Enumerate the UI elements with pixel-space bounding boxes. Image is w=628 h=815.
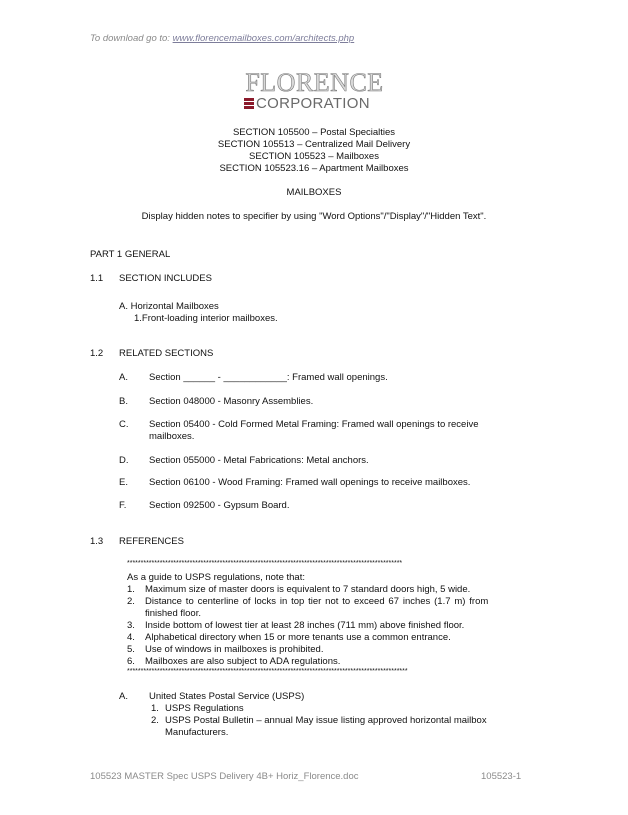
note-text: Inside bottom of lowest tier at least 28 inches (711 mm) above finished floor. [145,620,465,631]
hidden-text-note: Display hidden notes to specifier by using "Word Options"/"Display"/"Hidden Text". [141,211,487,222]
list-letter: C. [119,419,129,430]
section-line-4: SECTION 105523.16 – Apartment Mailboxes [219,163,409,174]
stars-divider: ***************************************************************************************************** [127,560,403,567]
list-item: Section 05400 - Cold Formed Metal Framing: Framed wall openings to receive [149,419,479,430]
list-letter: E. [119,477,128,488]
list-item: Section 048000 - Masonry Assemblies. [149,396,314,407]
section-title: RELATED SECTIONS [119,348,214,359]
florence-logo [242,70,387,112]
list-letter: D. [119,455,129,466]
footer-filename: 105523 MASTER Spec USPS Delivery 4B+ Horiz_Florence.doc [90,771,359,782]
list-item: Section 055000 - Metal Fabrications: Metal anchors. [149,455,369,466]
list-item-continued: mailboxes. [149,431,195,442]
note-text: Distance to centerline of locks in top tier not to exceed 67 inches (1.7 m) from [145,596,489,607]
note-text-continued: finished floor. [145,608,201,619]
list-item: United States Postal Service (USPS) [149,691,305,702]
ref-text: USPS Regulations [165,703,244,714]
section-line-3: SECTION 105523 – Mailboxes [249,151,379,162]
part-heading: PART 1 GENERAL [90,249,171,260]
list-item: Section 06100 - Wood Framing: Framed wall openings to receive mailboxes. [149,477,471,488]
list-item: 1.Front-loading interior mailboxes. [134,313,278,324]
download-link[interactable]: www.florencemailboxes.com/architects.php [172,33,355,44]
note-number: 2. [127,596,135,607]
note-text: Use of windows in mailboxes is prohibited. [145,644,324,655]
ref-number: 1. [151,703,159,714]
note-number: 5. [127,644,135,655]
note-number: 6. [127,656,135,667]
stars-divider: ******************************************************************************************************* [127,668,408,675]
section-number: 1.1 [90,273,104,284]
note-number: 1. [127,584,135,595]
list-letter: A. [119,372,128,383]
note-text: Mailboxes are also subject to ADA regulations. [145,656,341,667]
section-title: SECTION INCLUDES [119,273,212,284]
logo-bars-icon [244,98,254,110]
section-number: 1.2 [90,348,104,359]
list-item: Section 092500 - Gypsum Board. [149,500,290,511]
ref-text-continued: Manufacturers. [165,727,229,738]
doc-title: MAILBOXES [286,187,342,198]
guide-text: As a guide to USPS regulations, note that: [127,572,305,583]
logo-subtitle: CORPORATION [256,95,370,112]
download-prefix: To download go to: [90,33,173,44]
note-text: Alphabetical directory when 15 or more tenants use a common entrance. [145,632,451,643]
list-letter: B. [119,396,128,407]
section-title: REFERENCES [119,536,184,547]
ref-text: USPS Postal Bulletin – annual May issue listing approved horizontal mailbox [165,715,487,726]
note-number: 4. [127,632,135,643]
section-line-1: SECTION 105500 – Postal Specialties [232,127,396,138]
list-item: A. Horizontal Mailboxes [119,301,219,312]
list-item: Section ______ - ____________: Framed wall openings. [149,372,388,383]
note-text: Maximum size of master doors is equivalent to 7 standard doors high, 5 wide. [145,584,471,595]
logo-wordmark: FLORENCE [245,68,384,97]
download-note [90,33,354,44]
section-number: 1.3 [90,536,104,547]
list-letter: F. [119,500,127,511]
section-line-2: SECTION 105513 – Centralized Mail Delivery [217,139,411,150]
footer-page-number: 105523-1 [481,771,522,782]
ref-number: 2. [151,715,159,726]
list-letter: A. [119,691,128,702]
note-number: 3. [127,620,135,631]
